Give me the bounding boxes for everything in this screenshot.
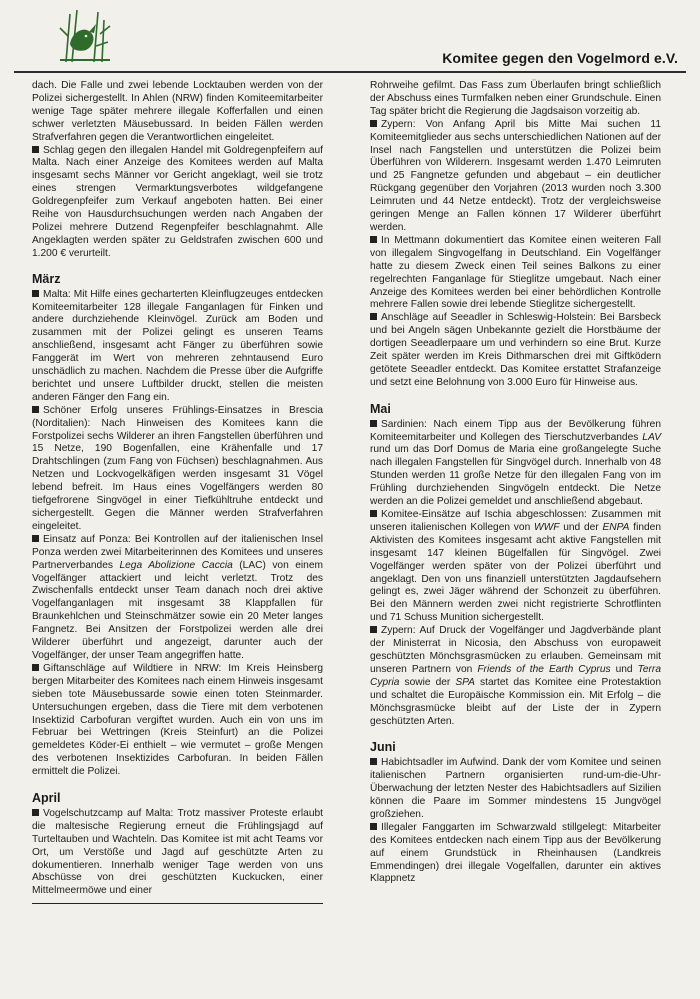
section-heading-mai: Mai [370,401,391,416]
bullet-square-icon [370,823,377,830]
header-divider [14,71,686,73]
paragraph: Malta: Mit Hilfe eines gecharterten Kleinflugzeuges entdecken Komiteemitarbeiter 128 illegale Fanganlagen für Finken und andere durchziehende Kleinvögel. Zurück am Boden und zusammen mit der Polizei gelingt es unseren Teams anschließend, insgesamt acht Fänger zu überführen sowie Fanggerät im Wert von mehreren zehntausend Euro unschädlich zu machen. Nachdem die Presse über die Aufgriffe berichtet und unsere Luftbilder druckt, stellen die meisten anderen Fänger den Fang ein. [32,288,323,403]
right-column [370,80,661,886]
paragraph: Sardinien: Nach einem Tipp aus der Bevölkerung führen Komiteemitarbeiter und Kollegen des Tierschutzverbandes LAV rund um das Dorf Domus de Maria eine großangelegte Suche nach illegalen Fangstellen für Singvögel durch. Innerhalb von 48 Stunden werden 11 große Netze für den illegalen Fang von im Frühling durchziehenden Singvögeln entdeckt. Die Netze werden an die Polizei gemeldet und anschließend abgebaut. [370,418,661,508]
bullet-square-icon [370,420,377,427]
paragraph: dach. Die Falle und zwei lebende Locktauben werden von der Polizei sichergestellt. In Ahlen (NRW) finden Komiteemitarbeiter wenige Tage später mehrere illegale Kofferfallen und einen schwer verletzten Mäusebussard. In beiden Fällen werden Strafverfahren gegen die Verantwortlichen eingeleitet. [32,80,323,143]
paragraph: In Mettmann dokumentiert das Komitee einen weiteren Fall von illegalem Singvogelfang in Deutschland. Ein Vogelfänger hatte zu diesem Zweck einen Teil seines Balkons zu einer regelrechten Fanganlage für Stieglitze umgebaut. Nach einer Anzeige des Komitees werden bei einer behördlichen Kontrolle mehrere Fallen sowie drei lebende Stieglitze sichergestellt. [370,234,661,311]
paragraph: Zypern: Von Anfang April bis Mitte Mai suchen 11 Komiteemitglieder aus sechs unterschiedlichen Nationen auf der Insel nach Fangstellen und unterstützen die Polizei beim Überführen von Wilderern. Insgesamt werden 1.470 Leimruten und 25 Fangnetze gefunden und abgebaut – ein deutlicher Rückgang gegenüber den Vorjahren (2013 wurden noch 3.300 Leimruten und 44 Netze entdeckt). Trotz der vergleichsweise geringen Menge an Fallen können 17 Wilderer überführt werden. [370,118,661,233]
bullet-square-icon [370,758,377,765]
left-column [32,80,323,904]
bullet-square-icon [370,626,377,633]
bullet-square-icon [370,510,377,517]
bullet-square-icon [370,120,377,127]
paragraph: Illegaler Fanggarten im Schwarzwald stillgelegt: Mitarbeiter des Komitees entdecken nach einem Tipp aus der Bevölkerung auf einem Grundstück in Rheinhausen (Landkreis Emmendingen) drei illegale Vogelfallen, darunter ein aktives Klappnetz [370,821,661,885]
bullet-square-icon [370,313,377,320]
paragraph: Rohrweihe gefilmt. Das Fass zum Überlaufen bringt schließlich der Abschuss eines Turmfalken neben einer Grundschule. Einen Tag später bricht die Regierung die Jagdsaison vorzeitig ab. [370,80,661,117]
section-heading-juni: Juni [370,740,396,755]
bullet-square-icon [32,809,39,816]
section-heading-april: April [32,791,61,806]
bullet-square-icon [32,290,39,297]
paragraph: Schlag gegen den illegalen Handel mit Goldregenpfeifern auf Malta. Nach einer Anzeige des Komitees werden auf Malta insgesamt sechs Männer vor Gericht angeklagt, weil sie trotz eines strengen Vermarktungsverbotes wildgefangene Goldregenpfeifer zum Verkauf angeboten hatten. Bei einer Reihe von Hausdurchsuchungen werden nach Angaben der Polizei mehrere Dutzend Regenpfeifer beschlagnahmt. Alle Angeklagten werden später zu Geldstrafen zwischen 600 und 1.200 € verurteilt. [32,144,323,259]
column-bottom-rule [32,903,323,904]
paragraph: Zypern: Auf Druck der Vogelfänger und Jagdverbände plant der Ministerrat in Nicosia, den Abschuss von europaweit geschützten Mönchsgrasmücken zu erlauben. Gemeinsam mit unseren Partnern von Friends of the Earth Cyprus und Terra Cypria sowie der SPA startet das Komitee eine Protestaktion und schaltet die Europäische Kommission ein. Mit Erfolg – die Mönchsgrasmücke bleibt auf der Liste der in Zypern geschützten Arten. [370,625,661,727]
paragraph: Komitee-Einsätze auf Ischia abgeschlossen: Zusammen mit unseren italienischen Kollegen von WWF und der ENPA finden Aktivisten des Komitees insgesamt acht aktive Fangstellen mit insgesamt 147 kleinen Bügelfallen für Singvögel. Zwei Vogelfänger werden später von der Polizei überführt und angeklagt. Den von uns finanziell unterstützten Jagdaufsehern gelingt es, zwei Jäger während der Schonzeit zu überführen. Bei den Männern werden zwei nicht registrierte Schrotflinten und 71 Schuss Munition sichergestellt. [370,509,662,624]
paragraph: Habichtsadler im Aufwind. Dank der vom Komitee und seinen italienischen Partnern organisierten rund-um-die-Uhr-Überwachung der letzten Nester des Habichtsadlers auf Sizilien können die Paare im Sommer mindestens 15 Jungvögel großziehen. [370,757,661,820]
organization-title: Komitee gegen den Vogelmord e.V. [442,50,678,66]
bullet-square-icon [32,406,39,413]
bullet-square-icon [32,664,39,671]
bird-in-reeds-logo-icon [56,6,114,64]
bullet-square-icon [32,146,39,153]
paragraph: Giftanschläge auf Wildtiere in NRW: Im Kreis Heinsberg bergen Mitarbeiter des Komitees nach einem Hinweis insgesamt sieben tote Mäusebussarde sowie einen toten Steinmarder. Untersuchungen ergeben, dass die Tiere mit dem verbotenen Insektizid Carbofuran vergiftet wurden. Auch ein von uns im Februar bei Wettringen (Kreis Steinfurt) an die Polizei gemeldetes Köder-Ei enthielt – wie vermutet – große Mengen des verbotenen Insektizides Carbofuran. In beiden Fällen ermittelt die Polizei. [32,662,323,778]
bullet-square-icon [32,535,39,542]
paragraph: Schöner Erfolg unseres Frühlings-Einsatzes in Brescia (Norditalien): Nach Hinweisen des Komitees kann die Forstpolizei sechs Wilderer an ihren Fangstellen überführen und 15 Netze, 190 Bogenfallen, eine Krähenfalle und 17 Drahtschlingen (zum Fang von Füchsen) beschlagnahmen. Aus Netzen und Lockvogelkäfigen werden insgesamt 31 Vögel lebend befreit. Im Haus eines Vogelfängers werden 80 tiefgefrorene Singvögel in einer Tiefkühltruhe entdeckt und sichergestellt. Gegen die Männer werden Strafverfahren eingeleitet. [32,404,323,532]
paragraph: Anschläge auf Seeadler in Schleswig-Holstein: Bei Barsbeck und bei Angeln sägen Unbekannte gezielt die Horstbäume der dortigen Seeadlerpaare um und verhindern so eine Brut. Kurze Zeit später werden im Kreis Dithmarschen drei mit Giftködern getötete Seeadler entdeckt. Das Komitee erstattet Strafanzeige und setzt eine Belohnung von 3.000 Euro für Hinweise aus. [370,312,661,388]
paragraph: Vogelschutzcamp auf Malta: Trotz massiver Proteste erlaubt die maltesische Regierung erneut die Frühlingsjagd auf Turteltauben und Wachteln. Das Komitee ist mit acht Teams vor Ort, um Verstöße und Jagd auf geschützte Arten zu dokumentieren. Innerhalb weniger Tage werden von uns Abschüsse von drei geschützten Kuckucken, einer Mittelmeermöwe und einer [32,807,323,897]
section-heading-maerz: März [32,271,61,286]
bullet-square-icon [370,236,377,243]
paragraph: Einsatz auf Ponza: Bei Kontrollen auf der italienischen Insel Ponza werden zwei Mitarbeiterinnen des Komitees und unseres Partnerverbandes Lega Abolizione Caccia (LAC) von einem Vogelfänger attackiert und leicht verletzt. Trotz des Zwischenfalls entdeckt unser Team danach noch drei aktive Vogelfanganlagen mit insgesamt 38 Klappfallen für Braunkehlchen und Steinschmätzer sowie ein 20 Meter langes Fangnetz. Bei Ansitzen der Forstpolizei werden alle drei Wilderer überführt und angezeigt, darunter auch der Vogelfänger, der unser Team angegriffen hatte. [32,533,323,661]
